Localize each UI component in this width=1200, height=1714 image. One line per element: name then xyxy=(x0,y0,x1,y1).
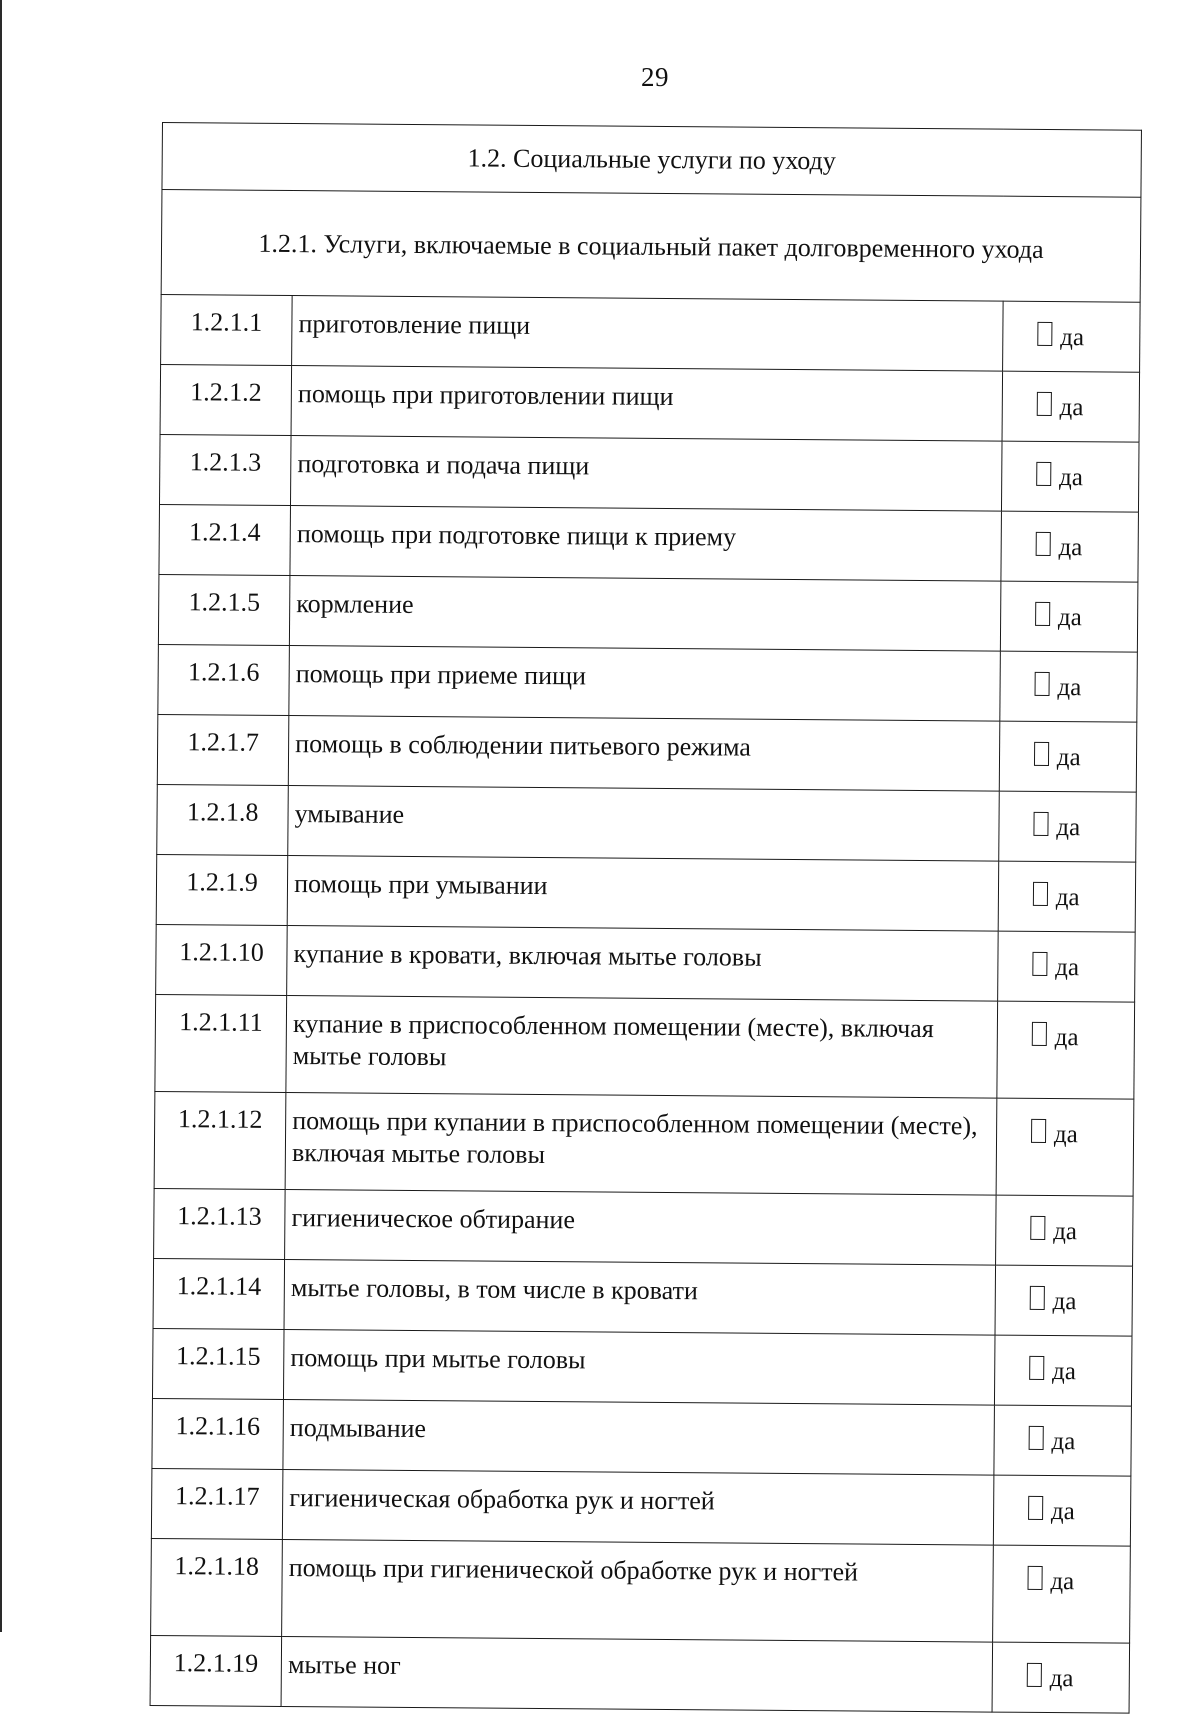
yes-checkbox[interactable] xyxy=(1035,596,1082,632)
service-code: 1.2.1.15 xyxy=(152,1328,284,1399)
checkbox-label: да xyxy=(1054,1024,1079,1052)
service-code: 1.2.1.1 xyxy=(161,294,293,365)
checkbox-square[interactable] xyxy=(1034,742,1049,766)
checkbox-label: да xyxy=(1059,394,1084,422)
checkbox-cell xyxy=(994,1405,1132,1476)
checkbox-cell xyxy=(995,1195,1133,1266)
service-description: приготовление пищи xyxy=(292,296,1003,372)
checkbox-square[interactable] xyxy=(1030,1286,1045,1310)
checkbox-label: да xyxy=(1053,1121,1078,1149)
service-code: 1.2.1.14 xyxy=(153,1258,285,1329)
checkbox-label: да xyxy=(1057,604,1082,632)
table-row xyxy=(152,1398,1132,1476)
service-description: помощь при умывании xyxy=(287,856,998,932)
table-row xyxy=(156,924,1136,1002)
checkbox-square[interactable] xyxy=(1028,1496,1043,1520)
checkbox-label: да xyxy=(1056,744,1081,772)
checkbox-label: да xyxy=(1056,814,1081,842)
service-code: 1.2.1.19 xyxy=(150,1635,282,1706)
scan-edge xyxy=(0,0,2,1632)
service-description: помощь при мытье головы xyxy=(284,1329,995,1405)
table-row xyxy=(161,294,1141,372)
service-code: 1.2.1.18 xyxy=(151,1538,283,1636)
table-row xyxy=(152,1328,1132,1406)
checkbox-label: да xyxy=(1050,1568,1075,1596)
checkbox-label: да xyxy=(1051,1358,1076,1386)
yes-checkbox[interactable] xyxy=(1037,386,1084,422)
service-description: гигиеническая обработка рук и ногтей xyxy=(282,1469,993,1545)
checkbox-label: да xyxy=(1051,1428,1076,1456)
table-row xyxy=(154,1091,1134,1196)
checkbox-square[interactable] xyxy=(1037,322,1052,346)
service-description: помощь при приеме пищи xyxy=(289,646,1000,722)
checkbox-square[interactable] xyxy=(1037,392,1052,416)
service-code: 1.2.1.12 xyxy=(154,1091,286,1189)
service-code: 1.2.1.13 xyxy=(154,1188,286,1259)
subsection-header-row xyxy=(161,190,1141,303)
yes-checkbox[interactable] xyxy=(1033,806,1081,842)
checkbox-cell xyxy=(997,1001,1135,1099)
table-row xyxy=(156,854,1136,932)
checkbox-square[interactable] xyxy=(1032,1022,1047,1046)
service-code: 1.2.1.6 xyxy=(158,644,290,715)
checkbox-cell xyxy=(1002,371,1140,442)
checkbox-cell xyxy=(995,1265,1133,1336)
service-description: подмывание xyxy=(283,1399,994,1475)
yes-checkbox[interactable] xyxy=(1034,736,1081,772)
service-code: 1.2.1.10 xyxy=(156,924,288,995)
checkbox-cell xyxy=(1002,301,1140,372)
table-row xyxy=(159,434,1139,512)
checkbox-square[interactable] xyxy=(1035,532,1050,556)
yes-checkbox[interactable] xyxy=(1033,876,1080,912)
service-description: помощь при подготовке пищи к приему xyxy=(290,506,1001,582)
service-description: подготовка и подача пищи xyxy=(291,436,1002,512)
service-description: мытье головы, в том числе в кровати xyxy=(284,1259,995,1335)
yes-checkbox[interactable] xyxy=(1031,1113,1078,1149)
yes-checkbox[interactable] xyxy=(1032,1016,1079,1052)
checkbox-label: да xyxy=(1058,534,1083,562)
checkbox-cell xyxy=(999,791,1137,862)
yes-checkbox[interactable] xyxy=(1032,946,1080,982)
yes-checkbox[interactable] xyxy=(1036,456,1083,492)
service-code: 1.2.1.17 xyxy=(151,1468,283,1539)
checkbox-square[interactable] xyxy=(1034,672,1049,696)
checkbox-square[interactable] xyxy=(1033,882,1048,906)
page-number: 29 xyxy=(641,62,669,92)
yes-checkbox[interactable] xyxy=(1029,1350,1076,1386)
checkbox-square[interactable] xyxy=(1028,1426,1043,1450)
yes-checkbox[interactable] xyxy=(1037,316,1085,352)
services-table-body xyxy=(150,123,1141,1714)
subsection-title: 1.2.1. Услуги, включаемые в социальный пакет долговременного ухода xyxy=(161,190,1141,303)
checkbox-label: да xyxy=(1060,324,1085,352)
checkbox-square[interactable] xyxy=(1027,1663,1042,1687)
table-row xyxy=(157,784,1137,862)
service-code: 1.2.1.4 xyxy=(159,504,291,575)
yes-checkbox[interactable] xyxy=(1034,666,1082,702)
service-description: мытье ног xyxy=(281,1636,992,1712)
checkbox-cell xyxy=(996,1098,1134,1196)
table-row xyxy=(154,1188,1134,1266)
service-code: 1.2.1.2 xyxy=(160,364,292,435)
checkbox-cell xyxy=(998,861,1136,932)
service-code: 1.2.1.8 xyxy=(157,784,289,855)
table-row xyxy=(157,714,1137,792)
table-row xyxy=(158,644,1138,722)
yes-checkbox[interactable] xyxy=(1027,1560,1075,1596)
yes-checkbox[interactable] xyxy=(1030,1280,1077,1316)
service-description: купание в кровати, включая мытье головы xyxy=(287,926,998,1002)
checkbox-cell xyxy=(1000,651,1138,722)
checkbox-cell xyxy=(992,1642,1130,1713)
checkbox-cell xyxy=(994,1335,1132,1406)
checkbox-label: да xyxy=(1057,674,1082,702)
service-code: 1.2.1.9 xyxy=(156,854,288,925)
service-description: купание в приспособленном помещении (месте), включая мытье головы xyxy=(286,996,997,1099)
checkbox-label: да xyxy=(1055,954,1080,982)
service-description: помощь при гигиенической обработке рук и ногтей xyxy=(282,1539,993,1642)
service-description: гигиеническое обтирание xyxy=(285,1190,996,1266)
table-row xyxy=(150,1635,1130,1713)
checkbox-square[interactable] xyxy=(1036,462,1051,486)
checkbox-square[interactable] xyxy=(1031,1119,1046,1143)
service-description: помощь при купании в приспособленном помещении (месте), включая мытье головы xyxy=(285,1093,996,1196)
checkbox-cell xyxy=(1001,511,1139,582)
yes-checkbox[interactable] xyxy=(1030,1210,1078,1246)
service-description: помощь в соблюдении питьевого режима xyxy=(288,716,999,792)
services-table xyxy=(150,122,1142,1714)
checkbox-square[interactable] xyxy=(1030,1216,1045,1240)
yes-checkbox[interactable] xyxy=(1035,526,1083,562)
service-code: 1.2.1.3 xyxy=(159,434,291,505)
checkbox-cell xyxy=(999,721,1137,792)
checkbox-label: да xyxy=(1049,1665,1074,1693)
service-code: 1.2.1.5 xyxy=(158,574,290,645)
section-title: 1.2. Социальные услуги по уходу xyxy=(162,123,1141,198)
service-code: 1.2.1.11 xyxy=(155,994,287,1092)
checkbox-label: да xyxy=(1055,884,1080,912)
table-row xyxy=(160,364,1140,442)
checkbox-label: да xyxy=(1053,1218,1078,1246)
checkbox-square[interactable] xyxy=(1032,952,1047,976)
service-description: помощь при приготовлении пищи xyxy=(291,366,1002,442)
yes-checkbox[interactable] xyxy=(1028,1420,1076,1456)
checkbox-cell xyxy=(1001,441,1139,512)
checkbox-square[interactable] xyxy=(1029,1356,1044,1380)
yes-checkbox[interactable] xyxy=(1028,1490,1075,1526)
checkbox-cell xyxy=(997,931,1135,1002)
table-row xyxy=(155,994,1135,1099)
table-row xyxy=(159,504,1139,582)
checkbox-square[interactable] xyxy=(1033,812,1048,836)
service-code: 1.2.1.7 xyxy=(157,714,289,785)
table-row xyxy=(158,574,1138,652)
section-header-row xyxy=(162,123,1141,198)
checkbox-cell xyxy=(992,1545,1130,1643)
checkbox-square[interactable] xyxy=(1027,1566,1042,1590)
checkbox-label: да xyxy=(1052,1288,1077,1316)
table-row xyxy=(151,1468,1131,1546)
checkbox-square[interactable] xyxy=(1035,602,1050,626)
table-row xyxy=(151,1538,1131,1643)
service-description: кормление xyxy=(290,576,1001,652)
service-description: умывание xyxy=(288,786,999,862)
yes-checkbox[interactable] xyxy=(1027,1657,1074,1693)
checkbox-cell xyxy=(993,1475,1131,1546)
table-row xyxy=(153,1258,1133,1336)
checkbox-label: да xyxy=(1050,1498,1075,1526)
service-code: 1.2.1.16 xyxy=(152,1398,284,1469)
checkbox-cell xyxy=(1000,581,1138,652)
checkbox-label: да xyxy=(1058,464,1083,492)
